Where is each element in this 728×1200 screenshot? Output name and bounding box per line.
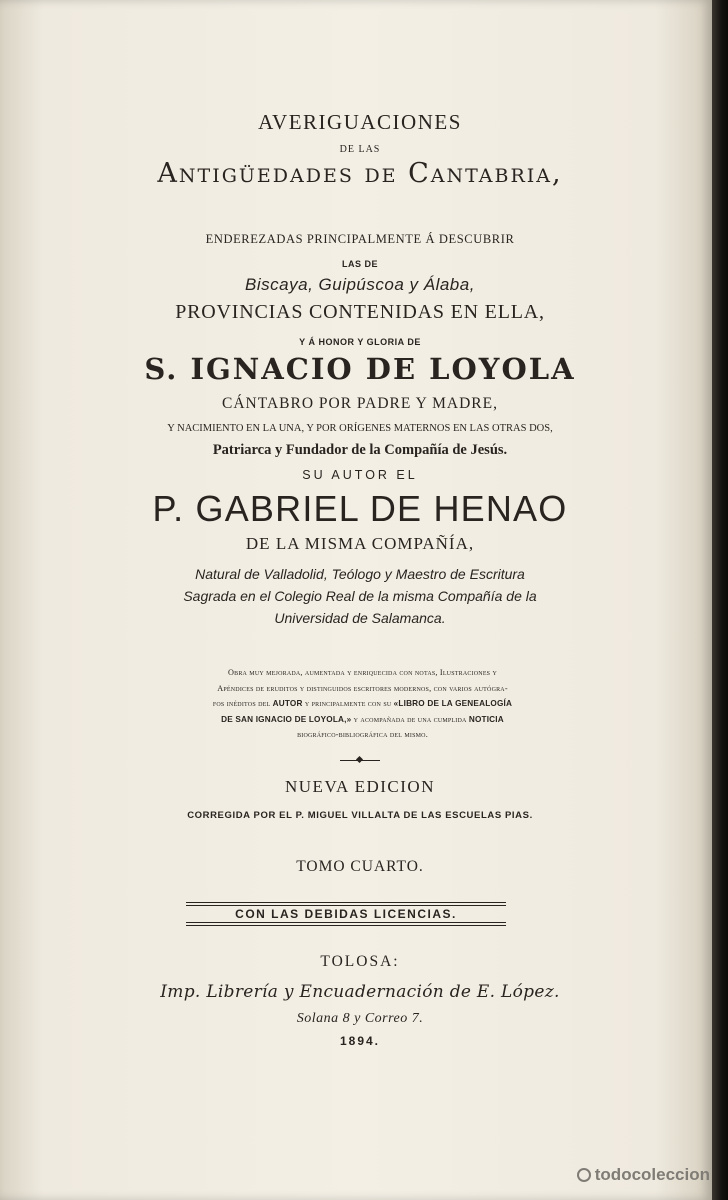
saint-name: S. IGNACIO DE LOYOLA: [144, 352, 576, 386]
subtitle-provinces: Biscaya, Guipúscoa y Álaba,: [245, 275, 475, 294]
su-autor-line: SU AUTOR EL: [302, 468, 418, 482]
notes-line-4: [80, 712, 645, 728]
patriarca-line: Patriarca y Fundador de la Compañía de Jesús.: [212, 442, 508, 458]
author-name: P. GABRIEL DE HENAO: [152, 488, 568, 529]
cantabro-line: CÁNTABRO POR PADRE Y MADRE,: [222, 395, 498, 412]
notes-text: fos inéditos del: [212, 699, 271, 708]
title-line-averiguaciones: AVERIGUACIONES: [258, 110, 462, 134]
imprint-printer: Imp. Librería y Encuadernación de E. López.: [160, 982, 560, 1002]
subtitle-enderezadas: ENDEREZADAS PRINCIPALMENTE Á DESCUBRIR: [205, 232, 515, 246]
notes-bold-noticia: NOTICIA: [468, 714, 504, 724]
author-description: [40, 563, 680, 629]
nacimiento-line: Y NACIMIENTO EN LA UNA, Y POR ORÍGENES MATERNOS EN LAS OTRAS DOS,: [167, 423, 553, 434]
author-description-line-2: Sagrada en el Colegio Real de la misma Compañía de la: [183, 588, 537, 604]
watermark-text: todocoleccion: [594, 1165, 710, 1184]
edition-label: NUEVA EDICION: [285, 777, 435, 796]
notes-text: y principalmente con su: [304, 699, 392, 708]
subtitle-honor-gloria: Y Á HONOR Y GLORIA DE: [299, 337, 421, 347]
todocoleccion-logo-icon: [577, 1168, 591, 1182]
notes-bold-libro: «LIBRO DE LA GENEALOGÍA: [393, 699, 513, 708]
licenses-box: CON LAS DEBIDAS LICENCIAS.: [186, 902, 506, 926]
watermark: [577, 1165, 710, 1185]
notes-line-2: Apéndices de eruditos y distinguidos escritores modernos, con varios autógra-: [217, 683, 508, 693]
author-description-line-1: Natural de Valladolid, Teólogo y Maestro de Escritura: [195, 566, 525, 582]
imprint-address: Solana 8 y Correo 7.: [296, 1011, 424, 1026]
notes-bold-san-ignacio: DE SAN IGNACIO DE LOYOLA,»: [221, 714, 352, 724]
page-edge: [712, 0, 728, 1200]
ornament-divider: [340, 760, 380, 765]
notes-bold-autor: AUTOR: [272, 699, 303, 708]
volume-label: TOMO CUARTO.: [296, 858, 424, 875]
imprint-city: TOLOSA:: [320, 953, 400, 970]
misma-compania-line: DE LA MISMA COMPAÑÍA,: [245, 534, 475, 553]
subtitle-las-de: LAS DE: [341, 259, 378, 269]
imprint-year: 1894.: [339, 1034, 381, 1048]
corrector-line: CORREGIDA POR EL P. MIGUEL VILLALTA DE LAS ESCUELAS PIAS.: [187, 810, 533, 821]
author-description-line-3: Universidad de Salamanca.: [274, 610, 446, 626]
notes-text: y acompañada de una cumplida: [353, 714, 467, 724]
edition-notes: [80, 665, 645, 743]
subtitle-provincias-contenidas: PROVINCIAS CONTENIDAS EN ELLA,: [175, 301, 545, 323]
notes-line-3: [80, 696, 645, 712]
title-line-de-las: DE LAS: [339, 144, 381, 155]
notes-line-1: Obra muy mejorada, aumentada y enriquecida con notas, Ilustraciones y: [228, 668, 497, 677]
notes-line-5: biográfico-bibliográfica del mismo.: [297, 730, 428, 739]
title-line-antiguedades: Antigüedades de Cantabria,: [157, 158, 563, 189]
